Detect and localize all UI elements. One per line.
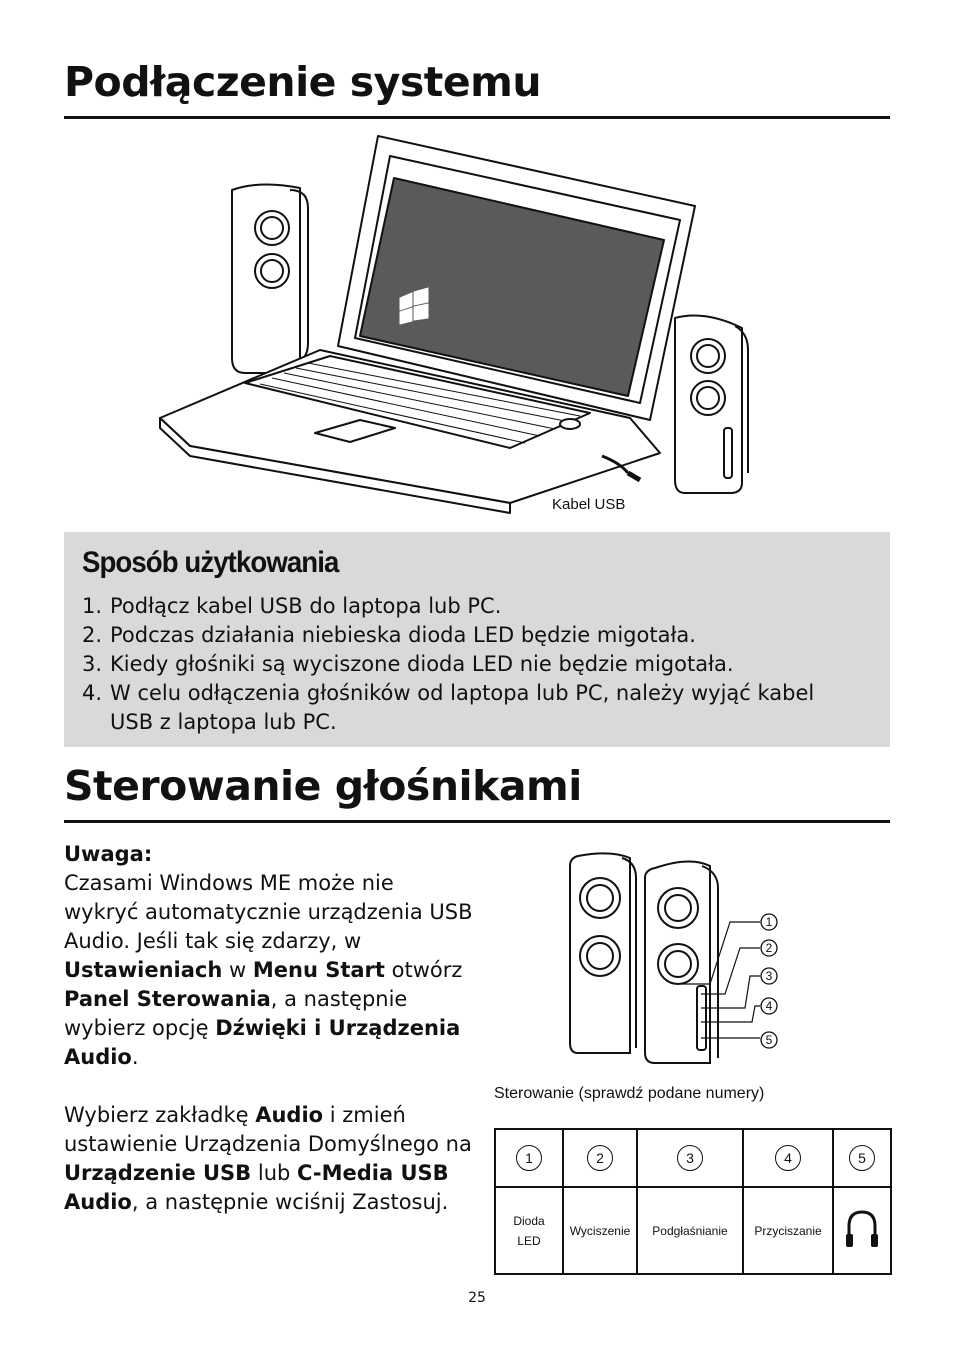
table-cell: Podgłaśnianie xyxy=(637,1187,743,1274)
table-row xyxy=(495,1187,891,1274)
callout-number: 4 xyxy=(765,999,773,1013)
page-number: 25 xyxy=(468,1290,486,1306)
table-cell: Wyciszenie xyxy=(563,1187,637,1274)
callout-number: 3 xyxy=(765,969,773,983)
speaker-controls-illustration xyxy=(560,848,800,1068)
title-underline xyxy=(64,116,890,119)
note-heading: Uwaga: xyxy=(64,842,153,866)
usage-item: 2. Podczas działania niebieska dioda LED będzie migotała. xyxy=(82,623,696,647)
table-cell: Przyciszanie xyxy=(743,1187,833,1274)
usage-instructions-box xyxy=(64,532,890,747)
table-cell: 1 xyxy=(495,1129,563,1187)
section-title-connection: Podłączenie systemu xyxy=(64,58,542,106)
callout-number: 5 xyxy=(765,1033,773,1047)
usage-item: 4. W celu odłączenia głośników od laptopa lub PC, należy wyjąć kabel USB z laptopa lub PC. xyxy=(82,681,815,734)
title-underline xyxy=(64,820,890,823)
controls-caption: Sterowanie (sprawdź podane numery) xyxy=(494,1085,765,1102)
usb-cable-label: Kabel USB xyxy=(552,496,626,513)
table-cell: 5 xyxy=(833,1129,891,1187)
usage-item: 3. Kiedy głośniki są wyciszone dioda LED nie będzie migotała. xyxy=(82,652,734,676)
headphones-icon xyxy=(845,1208,879,1250)
controls-table xyxy=(494,1128,892,1275)
table-cell xyxy=(833,1187,891,1274)
table-row xyxy=(495,1129,891,1187)
section-title-speaker-controls: Sterowanie głośnikami xyxy=(64,762,582,810)
table-cell: 2 xyxy=(563,1129,637,1187)
callout-number: 2 xyxy=(765,941,773,955)
usage-title: Sposób użytkowania xyxy=(82,546,339,579)
usage-list xyxy=(82,592,830,737)
table-cell: Dioda LED xyxy=(495,1187,563,1274)
note-block xyxy=(64,840,474,1217)
table-cell: 3 xyxy=(637,1129,743,1187)
table-cell: 4 xyxy=(743,1129,833,1187)
callout-number: 1 xyxy=(765,915,773,929)
note-paragraph-1: Czasami Windows ME może nie wykryć automatycznie urządzenia USB Audio. Jeśli tak się zdarzy, w Ustawieniach w Menu Start otwórz Panel Sterowania, a następnie wybierz opcję Dźwięki i Urządzenia Audio. xyxy=(64,871,473,1069)
note-paragraph-2: Wybierz zakładkę Audio i zmień ustawienie Urządzenia Domyślnego na Urządzenie USB lub C-Media USB Audio, a następnie wciśnij Zastosuj. xyxy=(64,1103,472,1214)
laptop-speakers-illustration xyxy=(150,128,770,528)
usage-item: 1. Podłącz kabel USB do laptopa lub PC. xyxy=(82,594,502,618)
